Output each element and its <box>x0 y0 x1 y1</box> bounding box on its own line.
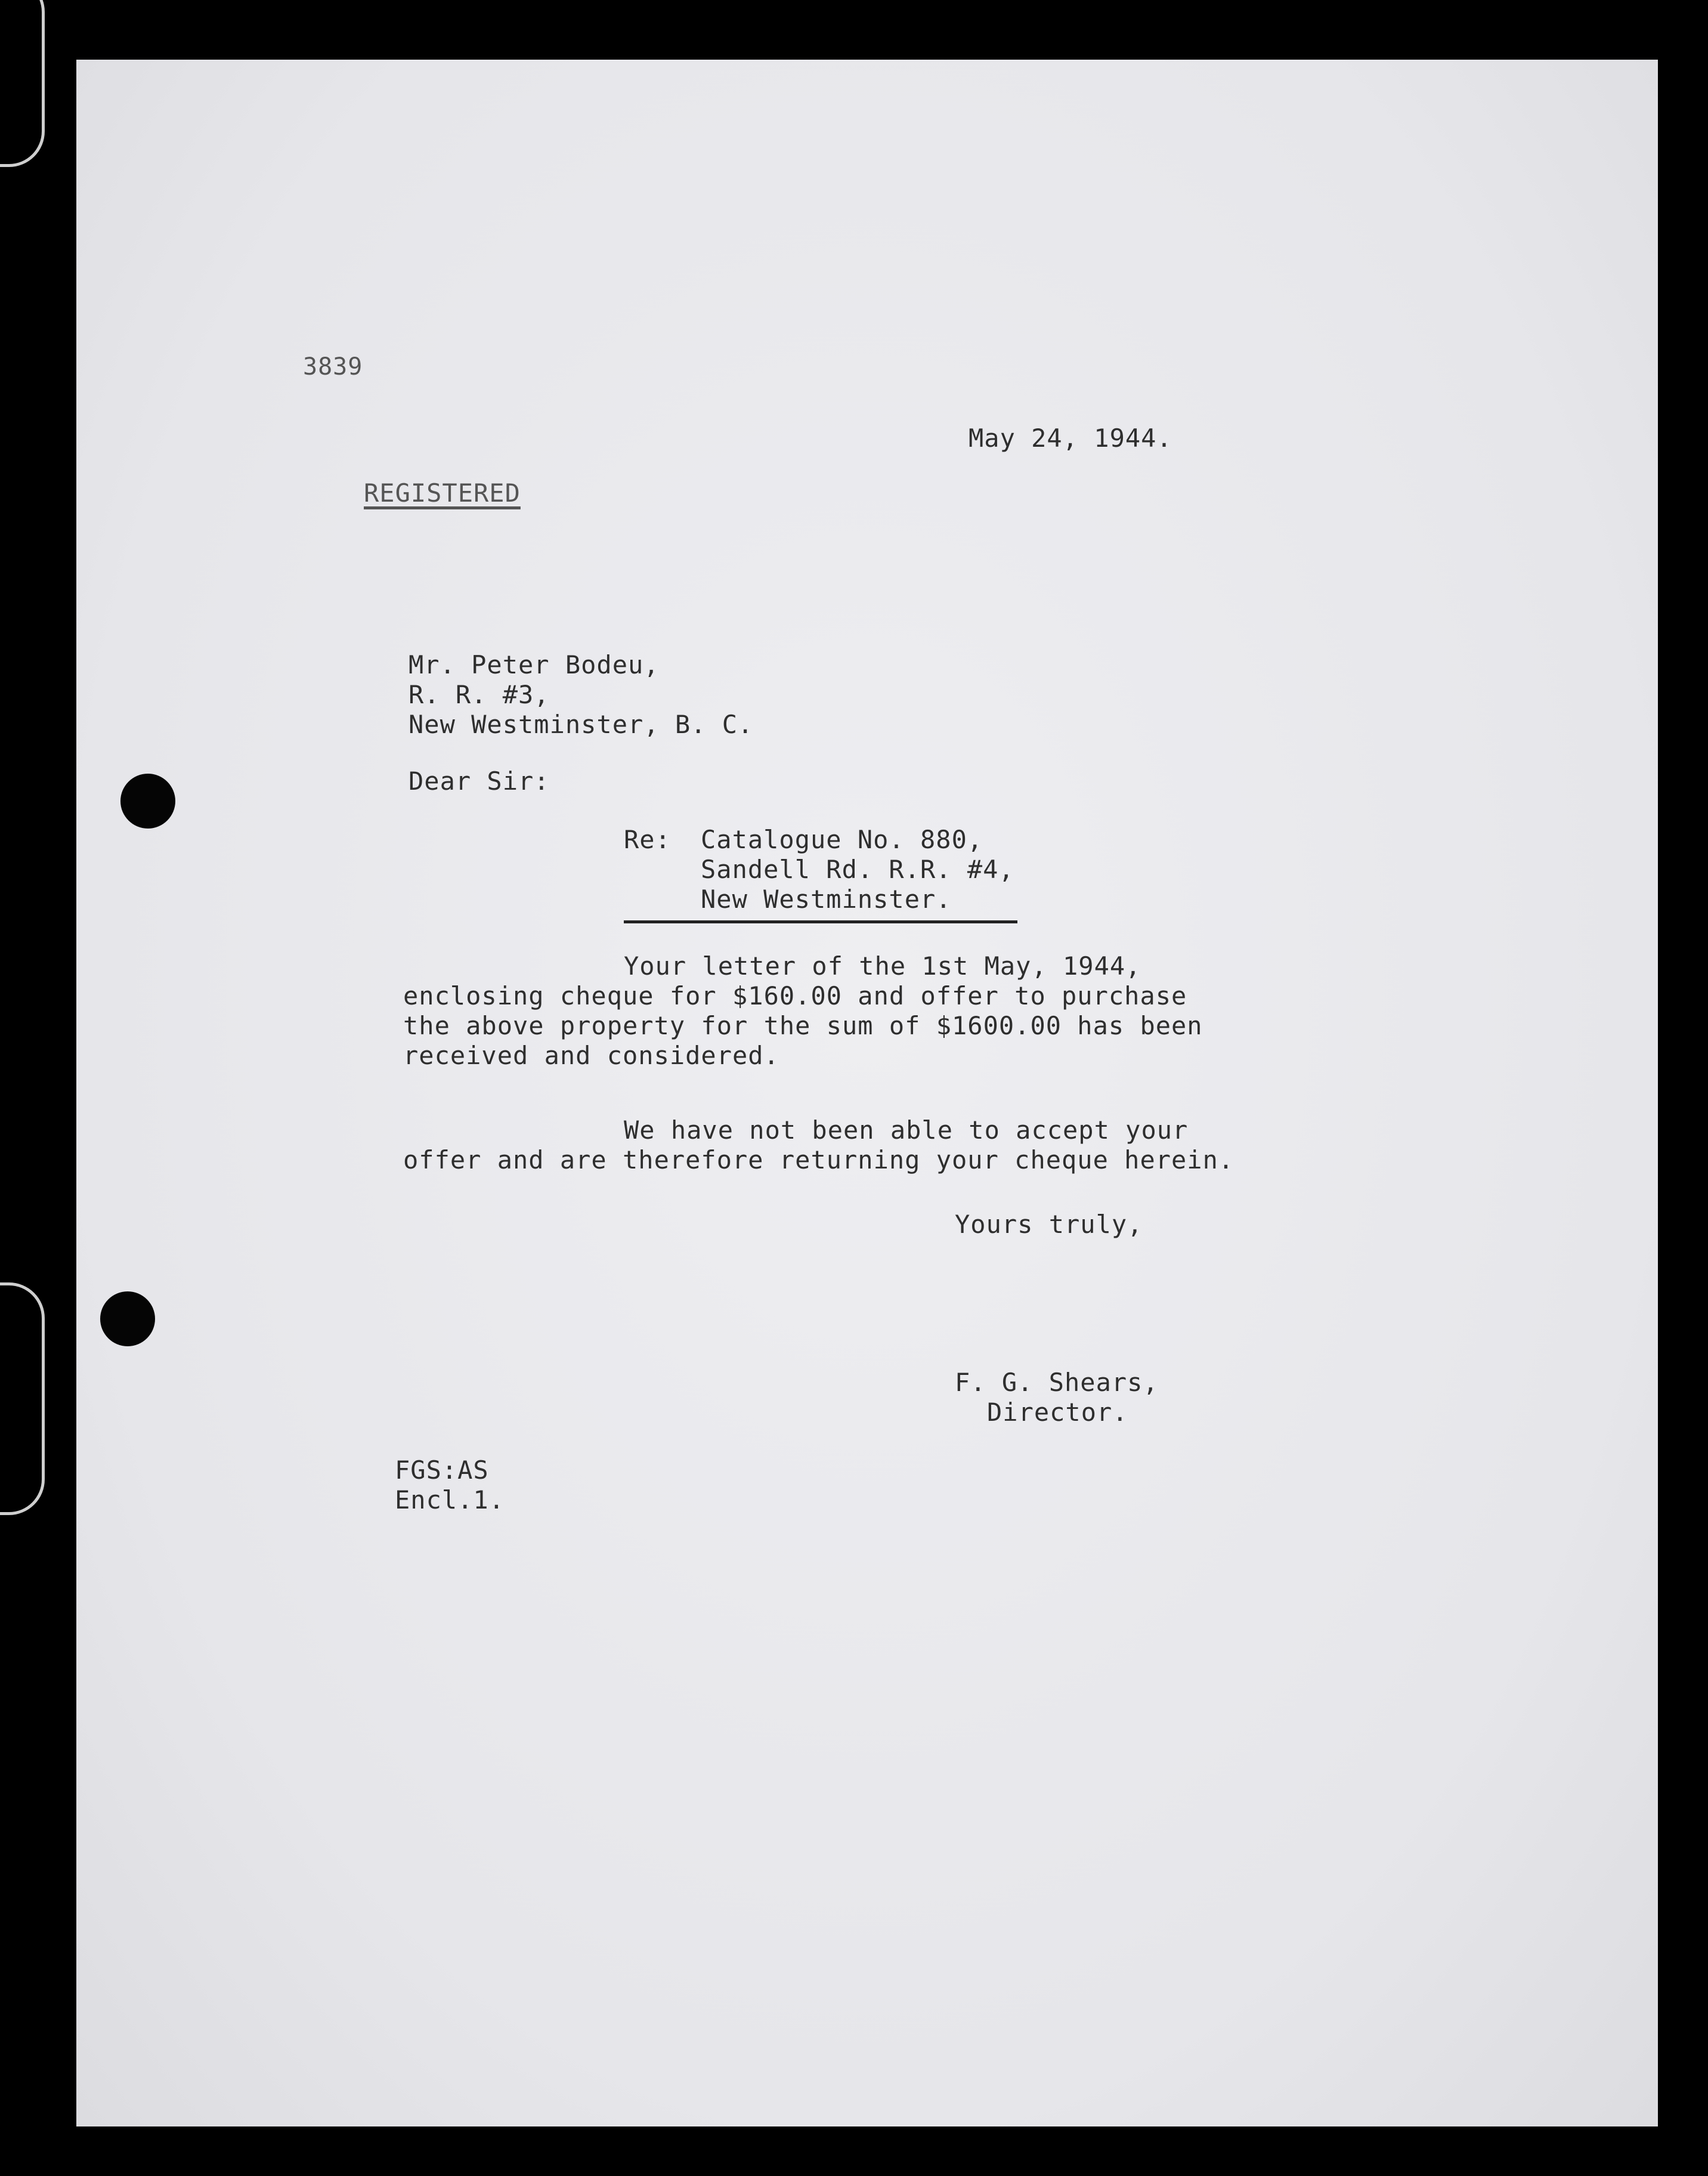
enclosure-note: Encl.1. <box>395 1485 505 1514</box>
recipient-line: Mr. Peter Bodeu, <box>409 650 660 679</box>
body-line: the above property for the sum of $1600.00 has been <box>403 1011 1203 1040</box>
salutation: Dear Sir: <box>409 766 550 796</box>
body-line: We have not been able to accept your <box>624 1115 1189 1145</box>
punch-hole-upper <box>120 774 175 829</box>
signatory-name: F. G. Shears, <box>955 1368 1159 1397</box>
registered-mark: REGISTERED <box>364 478 521 508</box>
binder-edge-middle <box>0 1282 45 1515</box>
letter-date: May 24, 1944. <box>969 424 1172 453</box>
punch-hole-lower <box>100 1291 155 1346</box>
closing: Yours truly, <box>955 1210 1143 1239</box>
file-number: 3839 <box>303 353 363 381</box>
signatory-title: Director. <box>987 1398 1128 1427</box>
re-line: Catalogue No. 880, <box>701 825 983 854</box>
re-line: New Westminster. <box>701 885 952 914</box>
re-underline <box>624 920 1017 923</box>
reference-initials: FGS:AS <box>395 1455 489 1485</box>
body-line: received and considered. <box>403 1041 779 1070</box>
re-line: Sandell Rd. R.R. #4, <box>701 855 1014 884</box>
re-label: Re: <box>624 825 671 854</box>
recipient-line: R. R. #3, <box>409 680 550 709</box>
body-line: offer and are therefore returning your cheque herein. <box>403 1145 1234 1174</box>
body-line: enclosing cheque for $160.00 and offer to purchase <box>403 981 1187 1010</box>
body-line: Your letter of the 1st May, 1944, <box>624 951 1141 981</box>
letter-page <box>76 60 1658 2126</box>
recipient-line: New Westminster, B. C. <box>409 710 754 739</box>
binder-edge-top <box>0 0 45 167</box>
